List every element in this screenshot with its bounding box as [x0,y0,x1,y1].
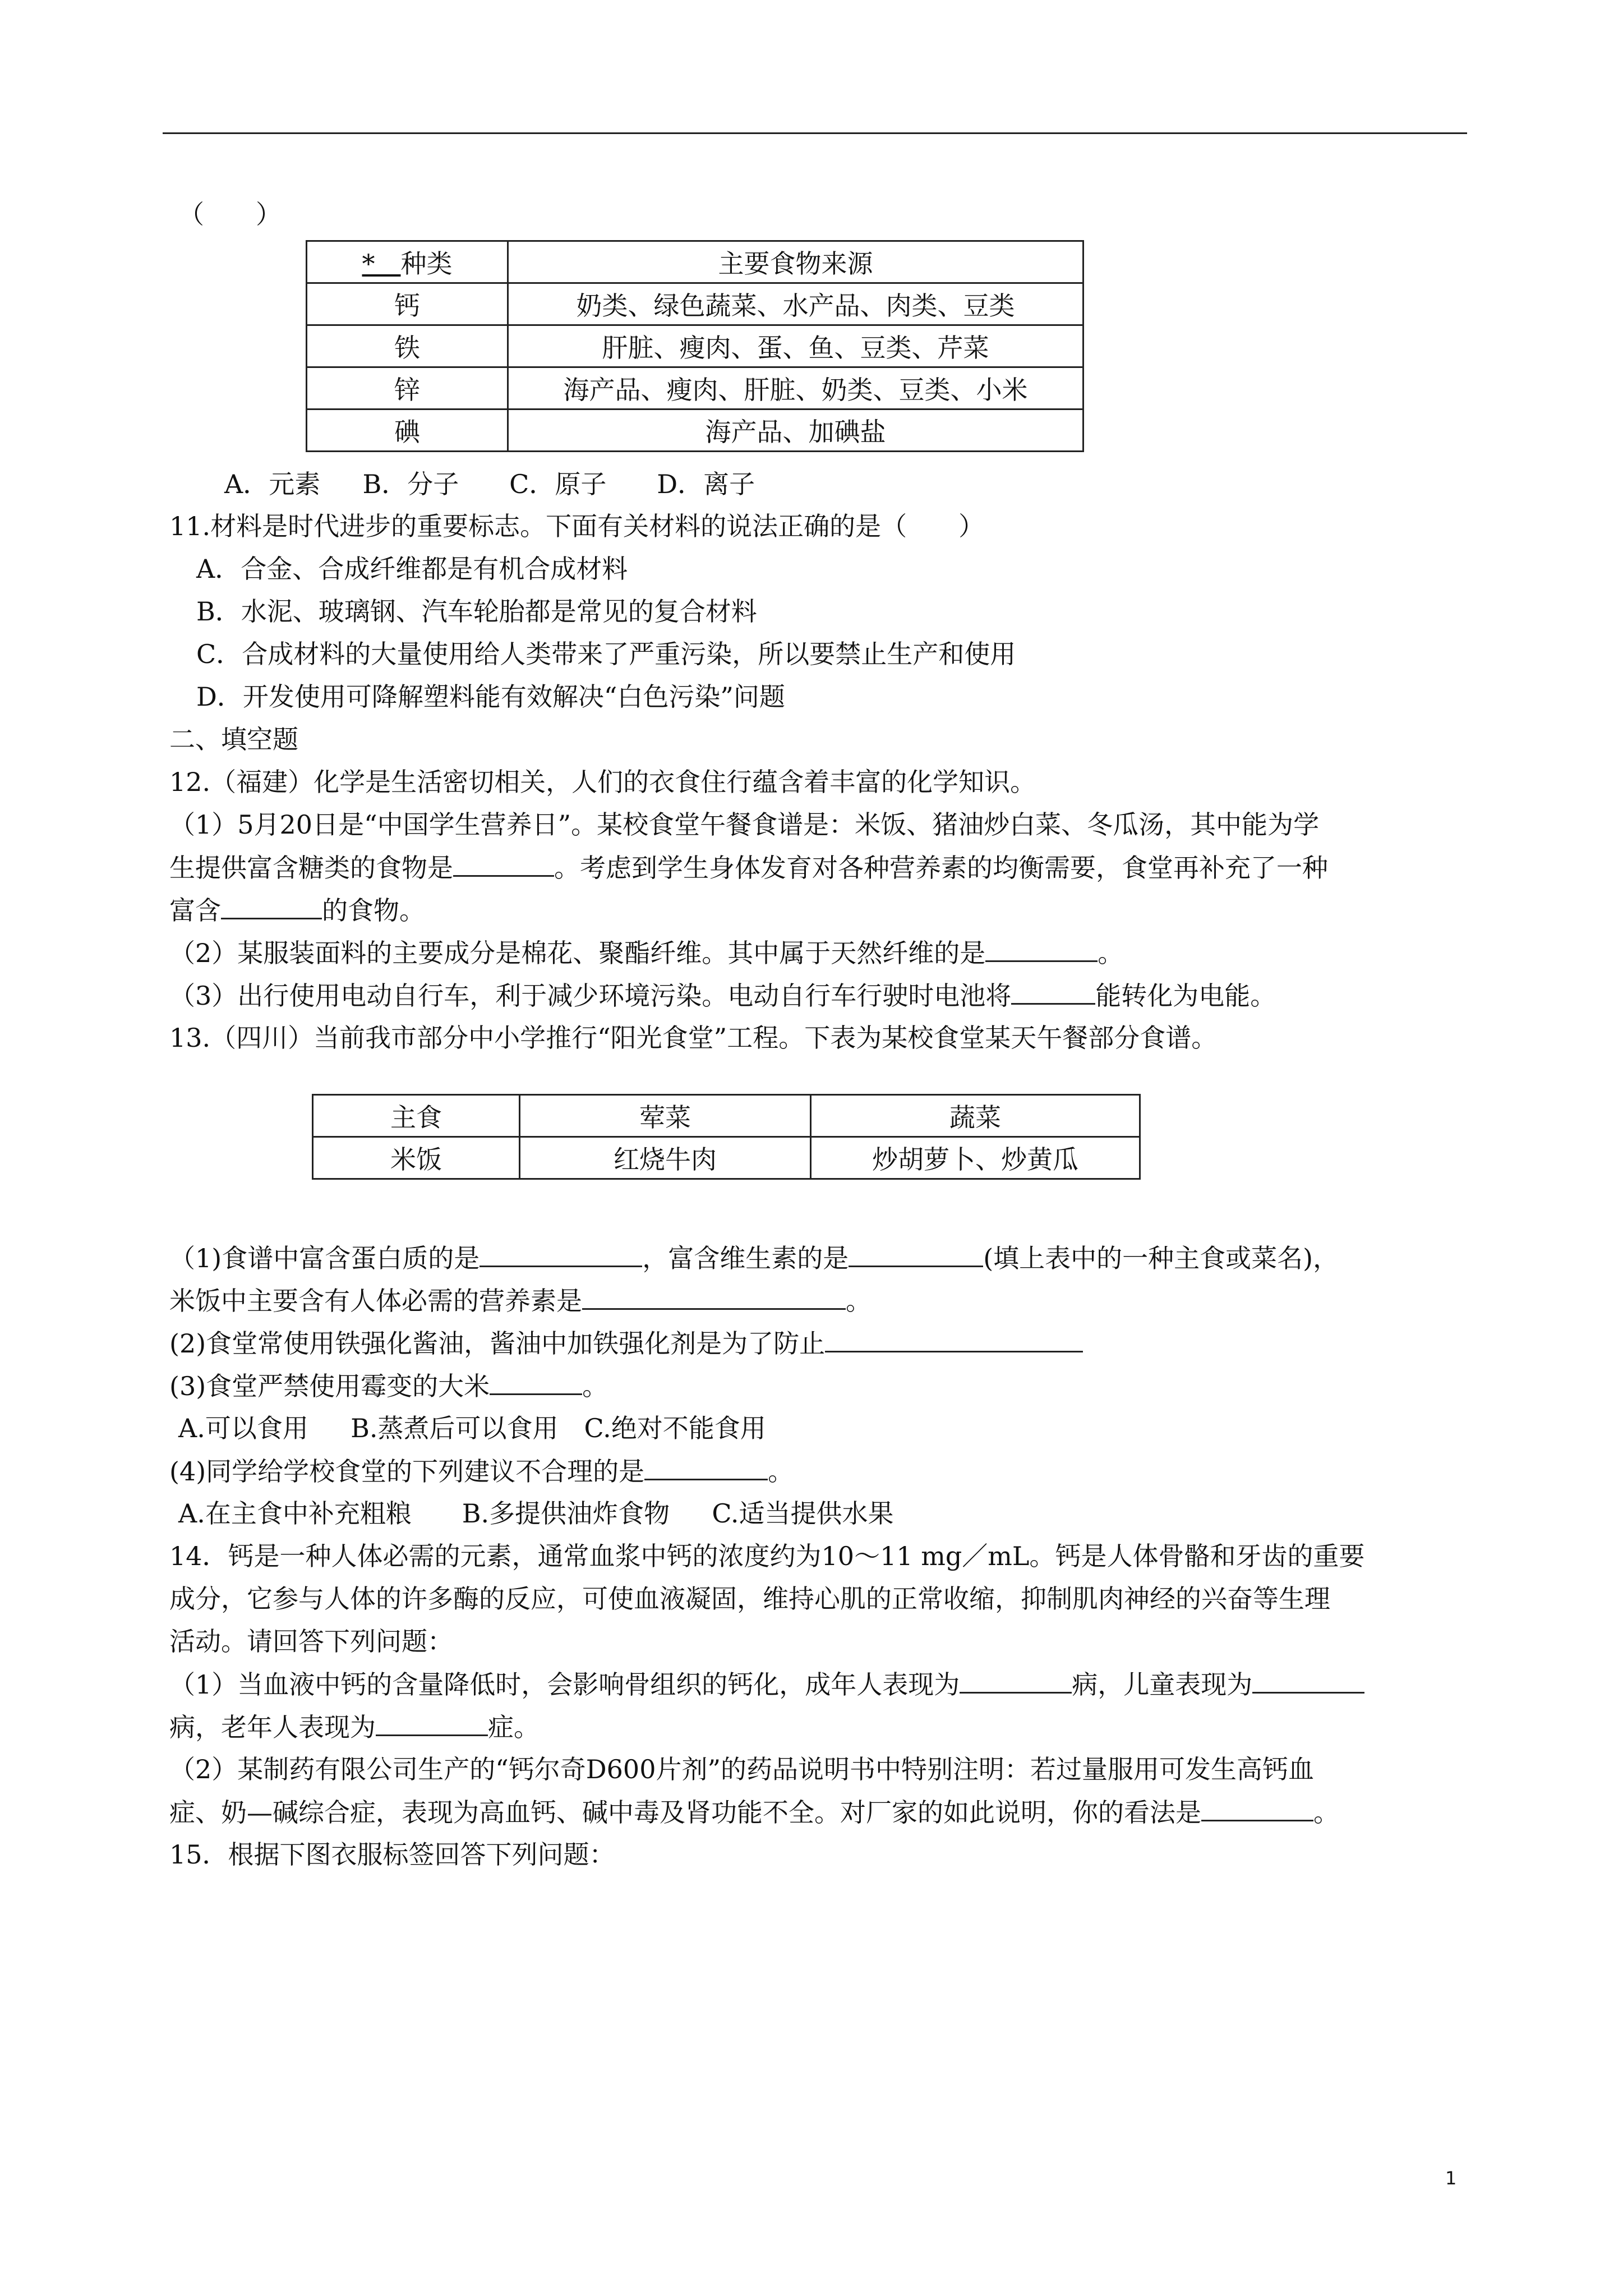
q14-part2-line2: 症、奶—碱综合症，表现为高血钙、碱中毒及肾功能不全。对厂家的如此说明，你的看法是 。 [169,1795,1339,1829]
table-row [307,283,1083,325]
table-header-cell: 荤菜 [520,1095,811,1137]
nutrient-table [306,240,1084,452]
table-cell: 海产品、瘦肉、肝脏、奶类、豆类、小米 [508,367,1083,409]
answer-blank[interactable] [1011,978,1095,1005]
table-header-cell: * 种类 [307,241,508,283]
answer-blank[interactable] [582,1283,846,1310]
table-row [313,1137,1140,1179]
q12-part2: （2）某服装面料的主要成分是棉花、聚酯纤维。其中属于天然纤维的是 。 [169,936,1123,970]
q10-paren: （ ） [178,199,282,229]
table-cell: 钙 [307,283,508,325]
table-cell: 炒胡萝卜、炒黄瓜 [811,1137,1140,1179]
q13-part3-options: A.可以食用 B.蒸煮后可以食用 C.绝对不能食用 [178,1413,766,1443]
q12-part1-line2: 生提供富含糖类的食物是 。考虑到学生身体发育对各种营养素的均衡需要，食堂再补充了一种 [169,850,1328,885]
answer-blank[interactable] [825,1326,1083,1352]
table-row [307,409,1083,452]
q14-part1-line1: （1）当血液中钙的含量降低时，会影响骨组织的钙化，成年人表现为 病，儿童表现为 [169,1667,1364,1701]
q13-part1-line2: 米饭中主要含有人体必需的营养素是 。 [169,1283,872,1318]
table-row [313,1095,1140,1137]
answer-blank[interactable] [221,893,322,919]
q13-stem: 13.（四川）当前我市部分中小学推行“阳光食堂”工程。下表为某校食堂某天午餐部分食谱。 [169,1023,1218,1053]
q14-line3: 活动。请回答下列问题： [169,1626,453,1657]
q12-part1-line3: 富含 的食物。 [169,893,425,927]
q13-part3: (3)食堂严禁使用霉变的大米 。 [169,1369,608,1403]
q14-part1-line2: 病，老年人表现为 症。 [169,1710,540,1744]
q11-option-d: D．开发使用可降解塑料能有效解决“白色污染”问题 [196,682,785,712]
q11-stem: 11.材料是时代进步的重要标志。下面有关材料的说法正确的是（ ） [169,511,985,541]
table-cell: 红烧牛肉 [520,1137,811,1179]
q12-part1-line1: （1）5月20日是“中国学生营养日”。某校食堂午餐食谱是：米饭、猪油炒白菜、冬瓜汤，其中能为学 [169,809,1320,840]
q11-option-a: A．合金、合成纤维都是有机合成材料 [196,554,628,584]
table-header-mark: * [362,249,375,279]
header-rule [163,132,1467,134]
table-header-cell: 主食 [313,1095,520,1137]
table-cell: 碘 [307,409,508,452]
table-row [307,367,1083,409]
answer-blank[interactable] [849,1241,983,1267]
table-cell: 海产品、加碘盐 [508,409,1083,452]
table-cell: 米饭 [313,1137,520,1179]
answer-blank[interactable] [479,1241,642,1267]
table-header-cell: 主要食物来源 [508,241,1083,283]
table-header-cell: 蔬菜 [811,1095,1140,1137]
table-row [307,325,1083,367]
q13-part4-options: A.在主食中补充粗粮 B.多提供油炸食物 C.适当提供水果 [178,1498,894,1529]
table-cell: 奶类、绿色蔬菜、水产品、肉类、豆类 [508,283,1083,325]
q11-option-b: B．水泥、玻璃钢、汽车轮胎都是常见的复合材料 [196,596,757,627]
page-number: 1 [1445,2168,1457,2189]
answer-blank[interactable] [376,1710,488,1736]
section-heading: 二、填空题 [169,724,298,754]
answer-blank[interactable] [985,936,1098,962]
table-row [307,241,1083,283]
table-cell: 肝脏、瘦肉、蛋、鱼、豆类、芹菜 [508,325,1083,367]
q13-part2: (2)食堂常使用铁强化酱油，酱油中加铁强化剂是为了防止 [169,1326,1083,1360]
q13-part4: (4)同学给学校食堂的下列建议不合理的是 。 [169,1454,794,1488]
answer-blank[interactable] [644,1454,768,1480]
q13-part1-line1: （1)食谱中富含蛋白质的是 ，富含维生素的是 (填上表中的一种主食或菜名)， [169,1241,1339,1275]
table-cell: 铁 [307,325,508,367]
q14-part2-line1: （2）某制药有限公司生产的“钙尔奇D600片剂”的药品说明书中特别注明：若过量服用可发生高钙血 [169,1754,1314,1784]
answer-blank[interactable] [490,1369,582,1395]
q12-part3: （3）出行使用电动自行车，利于减少环境污染。电动自行车行驶时电池将 能转化为电能。 [169,978,1276,1013]
q12-stem: 12.（福建）化学是生活密切相关，人们的衣食住行蕴含着丰富的化学知识。 [169,767,1036,797]
q14-line2: 成分，它参与人体的许多酶的反应，可使血液凝固，维持心肌的正常收缩，抑制肌肉神经的兴奋等生理 [169,1584,1330,1614]
answer-blank[interactable] [453,850,554,877]
q15-stem: 15．根据下图衣服标签回答下列问题： [169,1839,615,1870]
menu-table [312,1094,1141,1180]
answer-blank[interactable] [1252,1667,1364,1694]
q14-line1: 14．钙是一种人体必需的元素，通常血浆中钙的浓度约为10～11 mg／mL。钙是人体骨骼和牙齿的重要 [169,1541,1365,1571]
q10-options: A．元素 B．分子 C．原子 D．离子 [224,469,755,499]
answer-blank[interactable] [960,1667,1072,1694]
table-cell: 锌 [307,367,508,409]
answer-blank[interactable] [1201,1795,1313,1821]
q11-option-c: C．合成材料的大量使用给人类带来了严重污染，所以要禁止生产和使用 [196,639,1016,669]
